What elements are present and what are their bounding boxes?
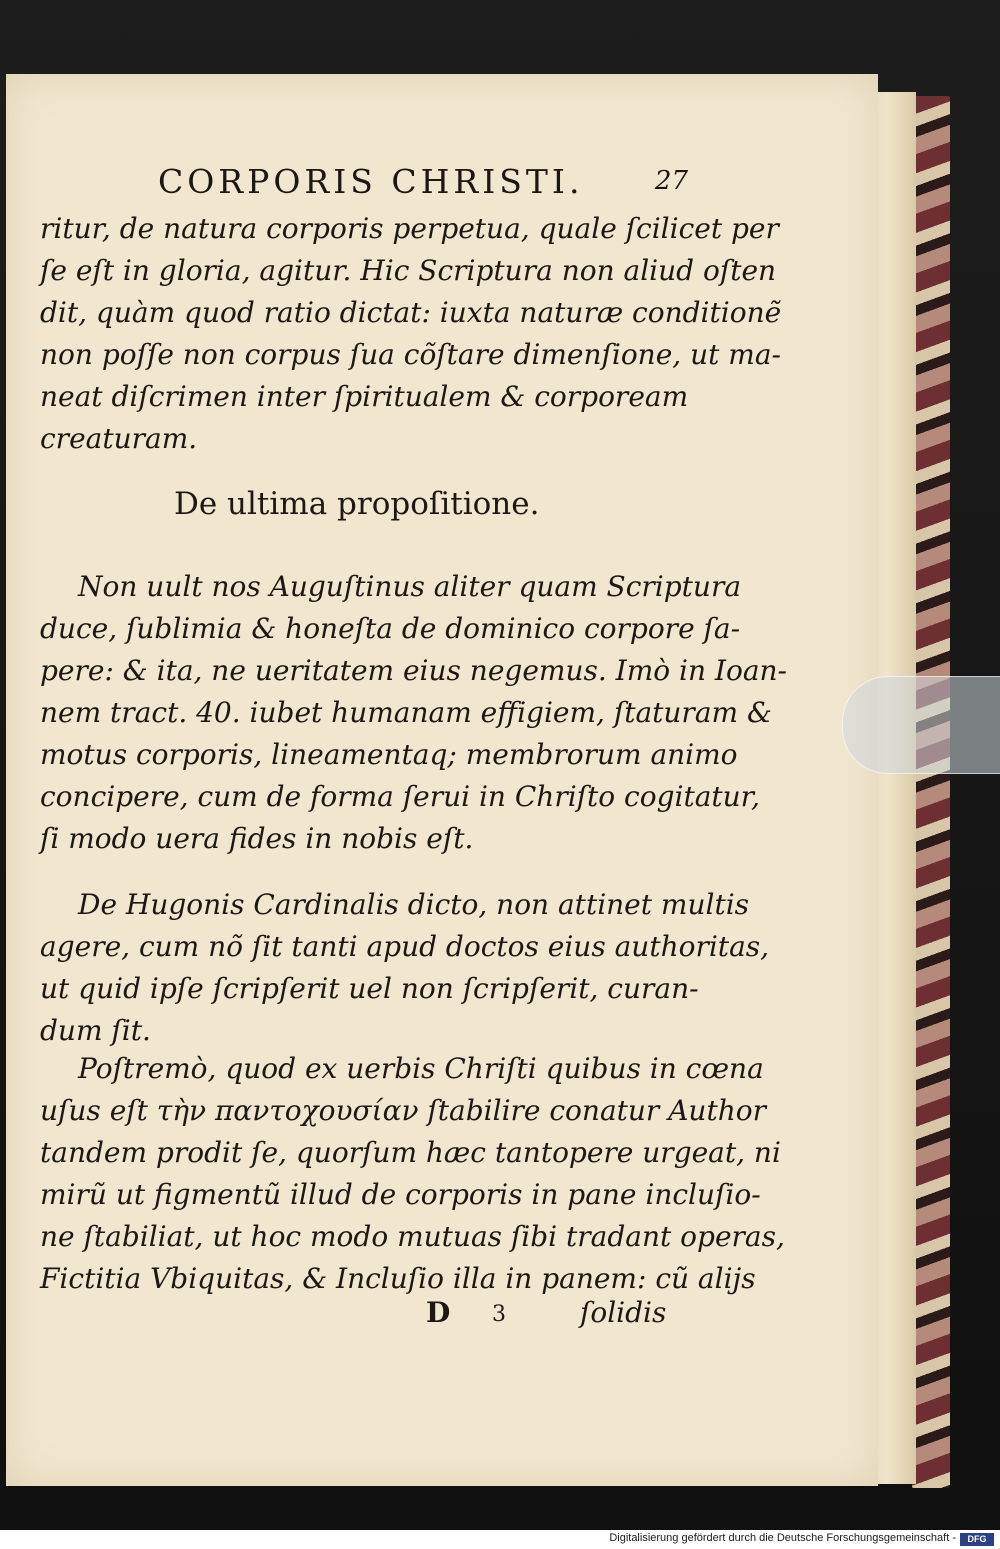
text-line: ſe eſt in gloria, agitur. Hic Scriptura non aliud oſten <box>40 254 777 287</box>
text-line: neat diſcrimen inter ſpiritualem & corpoream <box>40 380 689 413</box>
text-line: ſi modo uera fides in nobis eſt. <box>40 822 474 855</box>
text-line: Poſtremò, quod ex uerbis Chriſti quibus in cœna <box>78 1052 764 1085</box>
paragraph-2 <box>40 566 788 860</box>
text-line: motus corporis, lineamentaq; membrorum animo <box>40 738 738 771</box>
footer-bar <box>0 1530 1000 1549</box>
page-clip <box>842 676 1000 774</box>
section-heading: De ultima propoſitione. <box>174 486 540 522</box>
text-line: creaturam. <box>40 422 198 455</box>
text-line: uſus eſt τὴν παντοχουσίαν ſtabilire conatur Author <box>40 1094 766 1127</box>
dfg-logo-icon: DFG <box>960 1533 994 1546</box>
text-line: Non uult nos Auguſtinus aliter quam Scriptura <box>78 570 742 603</box>
running-head <box>158 162 688 202</box>
text-line: duce, ſublimia & honeſta de dominico corpore ſa- <box>40 612 741 645</box>
text-line: nem tract. 40. iubet humanam effigiem, ſtaturam & <box>40 696 772 729</box>
paragraph-3 <box>40 884 770 1052</box>
text-line: tandem prodit ſe, quorſum hæc tantopere urgeat, ni <box>40 1136 781 1169</box>
text-line: ut quid ipſe ſcripſerit uel non ſcripſerit, curan- <box>40 972 699 1005</box>
text-line: De Hugonis Cardinalis dicto, non attinet multis <box>78 888 750 921</box>
text-line: dum ſit. <box>40 1014 151 1047</box>
text-line: Fictitia Vbiquitas, & Incluſio illa in panem: cũ alijs <box>40 1262 756 1295</box>
text-line: dit, quàm quod ratio dictat: iuxta naturæ conditionẽ <box>40 296 782 329</box>
page-number: 27 <box>654 166 688 196</box>
signature-number: 3 <box>492 1302 506 1327</box>
signature-mark: D <box>426 1296 451 1329</box>
catchword: ſolidis <box>580 1296 667 1329</box>
text-line: non poſſe non corpus ſua cõſtare dimenſione, ut ma- <box>40 338 781 371</box>
text-line: concipere, cum de forma ſerui in Chriſto cogitatur, <box>40 780 760 813</box>
text-line: ne ſtabiliat, ut hoc modo mutuas ſibi tradant operas, <box>40 1220 785 1253</box>
paragraph-1 <box>40 208 782 460</box>
text-line: ritur, de natura corporis perpetua, quale ſcilicet per <box>40 212 779 245</box>
text-line: mirũ ut figmentũ illud de corporis in pane incluſio- <box>40 1178 761 1211</box>
text-line: pere: & ita, ne ueritatem eius negemus. Imò in Ioan- <box>40 654 788 687</box>
marbled-book-board <box>912 96 950 1488</box>
funding-notice: Digitalisierung gefördert durch die Deutsche Forschungsgemeinschaft - <box>609 1532 956 1544</box>
text-line: agere, cum nõ ſit tanti apud doctos eius authoritas, <box>40 930 770 963</box>
running-head-title: CORPORIS CHRISTI. <box>158 162 584 201</box>
paragraph-4 <box>40 1048 785 1300</box>
